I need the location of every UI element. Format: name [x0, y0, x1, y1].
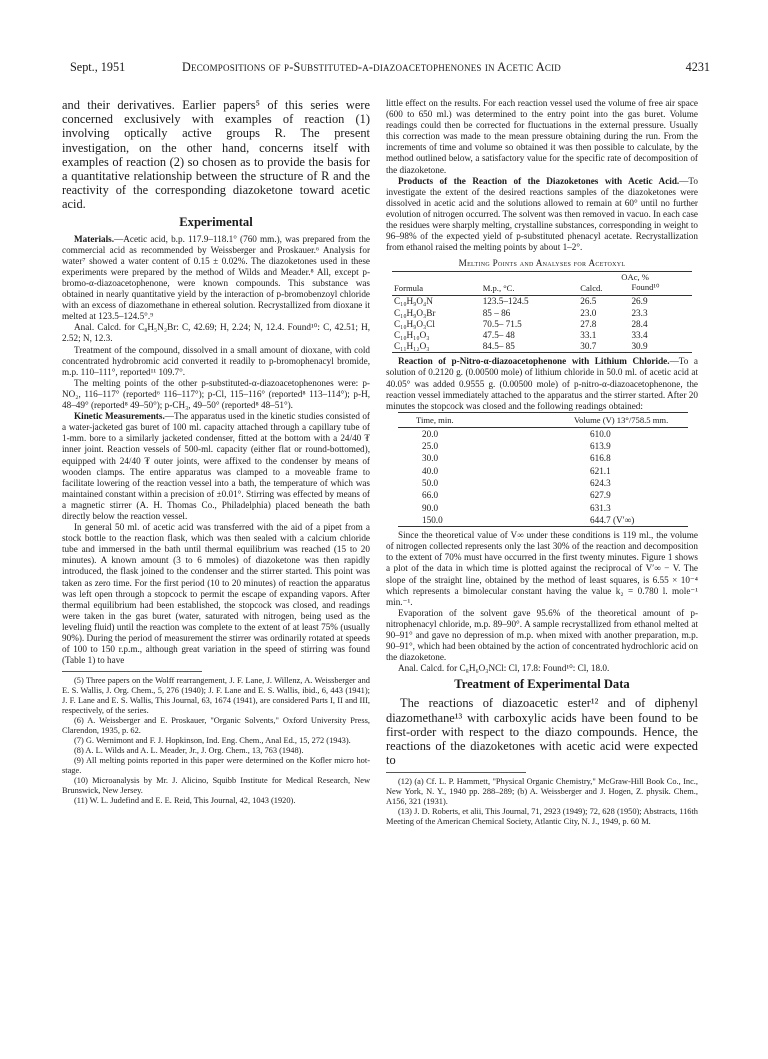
footnote: (8) A. L. Wilds and A. L. Meader, Jr., J. Org. Chem., 13, 763 (1948).	[74, 746, 304, 756]
header-date: Sept., 1951	[70, 60, 126, 74]
formula-cell: C₁₁H₁₂O₃	[394, 341, 430, 352]
materials-head: Materials.	[74, 233, 115, 244]
table-row	[398, 477, 688, 489]
products-text: —To investigate the extent of the desired reactions samples of the diazoketones were dissolved in acetic acid and the solutions allowed to remain at 60° until no further evolution of nitrogen occurred. The solvent was then removed in vacuo. In each case the residues were sharply melting, crystalline substances, corresponding in weight to 96–98% of the expected yield of p-substituted phenacyl acetate. Recrystallization from ethanol raised the melting points by about 1–2°.	[386, 175, 698, 253]
found-cell: 28.4	[631, 318, 648, 329]
col-calcd: Calcd.	[578, 282, 629, 296]
mp-cell: 47.5– 48	[482, 329, 515, 340]
volume-table	[398, 412, 688, 527]
since-paragraph: Since the theoretical value of V∞ under these conditions is 119 ml., the volume of nitrogen collected represents only the last 30% of the reaction and decomposition to the extent of 70% must have occurred in the first twenty minutes. Figure 1 shows a plot of the data in which time is plotted against the reciprocal of V′∞ − V. The slope of the straight line, obtained by the method of least squares, is 6.55 × 10⁻⁴ which represents a bimolecular constant having the value k₂ = 0.780 l. mole⁻¹ min.⁻¹.	[386, 530, 698, 607]
nitro-head: Reaction of p-Nitro-α-diazoacetophenone with Lithium Chloride.	[398, 356, 670, 367]
table-row	[392, 330, 692, 341]
left-column	[62, 98, 370, 806]
experimental-heading: Experimental	[179, 214, 253, 229]
table-row	[398, 514, 688, 527]
page-number: 4231	[685, 60, 710, 74]
treatment-heading: Treatment of Experimental Data	[454, 677, 630, 692]
treatment-paragraph: Treatment of the compound, dissolved in a small amount of dioxane, with cold concentrated hydrobromic acid converted it readily to p-bromophenacyl bromide, m.p. 110–111°, reported¹¹ 109.7°.	[62, 344, 370, 377]
time-cell: 150.0	[422, 514, 443, 525]
col-formula: Formula	[392, 272, 481, 296]
formula-cell: C₁₀H₉O₃Cl	[394, 318, 435, 329]
col-volume: Volume (V) 13°/758.5 mm.	[534, 412, 688, 427]
table-row	[398, 440, 688, 452]
nitro-paragraph	[386, 356, 698, 411]
footnote: (9) All melting points reported in this paper were determined on the Kofler micro hot-stage.	[62, 756, 370, 776]
volume-cell: 613.9	[590, 441, 611, 452]
formula-cell: C₁₀H₉O₄N	[394, 296, 433, 307]
table-row	[398, 465, 688, 477]
calcd-cell: 23.0	[580, 307, 597, 318]
formula-cell: C₁₀H₁₀O₃	[394, 329, 430, 340]
time-cell: 40.0	[422, 465, 439, 476]
nitro-text: —To a solution of 0.2120 g. (0.00500 mole) of lithium chloride in 50.0 ml. of acetic acid at 40.05° was added 0.9555 g. (0.00500 mole) of p-nitro-α-diazoacetophenone, the reaction vessel immediately attached to the apparatus and the stirrer started. After 20 minutes the stopcock was closed and the following readings obtained:	[386, 356, 698, 411]
volume-cell: 621.1	[590, 465, 611, 476]
footnote: (6) A. Weissberger and E. Proskauer, "Organic Solvents," Oxford University Press, Clarendon, 1935, p. 62.	[62, 716, 370, 736]
calcd-cell: 26.5	[580, 296, 597, 307]
header-title: Decompositions of p-Substituted-α-diazoacetophenones in Acetic Acid	[182, 60, 561, 74]
reference-divider	[386, 772, 526, 773]
treatment-paragraph-right: The reactions of diazoacetic ester¹² and of diphenyl diazomethane¹³ with carboxylic acids have been found to be first-order with respect to the diazo compounds. Hence, the reactions of the diazoketones with acetic acid were expected to	[386, 696, 698, 768]
products-head: Products of the Reaction of the Diazoketones with Acetic Acid.	[398, 175, 680, 186]
volume-cell: 627.9	[590, 490, 611, 501]
footnote: (13) J. D. Roberts, et alii, This Journal, 71, 2923 (1949); 72, 628 (1950); Abstracts, 116th Meeting of the American Chemical Society, Atlantic City, N. J., 1949, p. 60 M.	[386, 807, 698, 827]
col-mp: M.p., °C.	[481, 272, 579, 296]
mp-cell: 70.5– 71.5	[482, 318, 522, 329]
mp-cell: 85 – 86	[482, 307, 511, 318]
volume-cell: 631.3	[590, 502, 611, 513]
mp-cell: 84.5– 85	[482, 341, 515, 352]
table-row	[398, 452, 688, 464]
time-cell: 20.0	[422, 428, 439, 439]
time-cell: 30.0	[422, 453, 439, 464]
table-row	[398, 427, 688, 440]
calcd-cell: 33.1	[580, 329, 597, 340]
volume-cell: 624.3	[590, 477, 611, 488]
table-row	[392, 308, 692, 319]
table-row	[392, 341, 692, 353]
found-cell: 23.3	[631, 307, 648, 318]
kinetic-text: —The apparatus used in the kinetic studies consisted of a water-jacketed gas buret of 100 ml. capacity attached through a capillary tube of 1-mm. bore to a similarly jacketed condenser, fitted at the bottom with a 24/40 ₮ inner joint. Reaction vessels of 500-ml. capacity (either flat or round-bottomed), equipped with 24/40 ₮ outer joints, were affixed to the condenser by means of wooden clamps. The entire apparatus was clamped to a moveable frame to facilitate lowering of the reaction vessel into a bath, the temperature of which was maintained constant within a precision of ±0.01°. Stirring was effected by means of a magnetic stirrer (A. H. Thomas Co., Philadelphia) placed beneath the bath directly below the reaction vessel.	[62, 411, 370, 521]
footnote: (11) W. L. Judefind and E. E. Reid, This Journal, 42, 1043 (1920).	[74, 796, 296, 806]
found-cell: 33.4	[631, 329, 648, 340]
footnote-divider	[62, 671, 202, 672]
found-cell: 30.9	[631, 341, 648, 352]
time-cell: 66.0	[422, 490, 439, 501]
melting-paragraph: The melting points of the other p-substituted-α-diazoacetophenones were: p-NO₂, 116–117° (reported⁶ 116–117°); p-Cl, 115–116° (reported⁸ 113–114°); p-H, 48–49° (reported⁸ 49–50°); p-CH₃, 49–50° (reported⁸ 48–51°).	[62, 377, 370, 411]
col-oac: OAc, %	[621, 272, 649, 283]
volume-cell: 616.8	[590, 453, 611, 464]
references	[386, 777, 698, 827]
calcd-cell: 30.7	[580, 341, 597, 352]
col-found: Found¹⁰	[629, 282, 692, 296]
table-row	[392, 296, 692, 308]
footnote: (7) G. Wernimont and F. J. Hopkinson, Ind. Eng. Chem., Anal Ed., 15, 272 (1943).	[74, 736, 351, 746]
general-paragraph: In general 50 ml. of acetic acid was transferred with the aid of a pipet from a stock bottle to the reaction flask, which was then sealed with a calcium chloride tube and immersed in the bath until thermal equilibrium was reached (15 to 20 minutes). A known amount (3 to 6 mmoles) of diazoketone was then rapidly introduced, the flask joined to the condenser and the stirrer started. This point was taken as zero time. For the first period (10 to 20 minutes) of reaction the apparatus was left open through a stopcock to permit the escape of expanding vapors. After thermal equilibrium had been established, the stopcock was closed, and readings were taken in the gas buret (water, saturated with nitrogen, being used as the leveling fluid) until the reaction was complete to the extent of at least 75% (usually 90%). During the period of measurement the stirrer was ordinarily rotated at speeds of 100 to 150 r.p.m., although great variation in the speed of stirring was found (Table 1) to have	[62, 522, 370, 666]
time-cell: 90.0	[422, 502, 439, 513]
materials-paragraph	[62, 234, 370, 323]
continuation-paragraph: little effect on the results. For each reaction vessel used the volume of free air space (600 to 650 ml.) was determined to the entry point into the gas buret. Volume readings could then be corrected for fluctuations in the external pressure. Usually this correction was made to the mean pressure obtaining during the run. From the increments of time and volume so obtained it was then possible to calculate, by the method outlined below, a satisfactory value for the specific rate of decomposition of the diazoketone.	[386, 98, 698, 175]
products-paragraph	[386, 176, 698, 254]
col-time: Time, min.	[398, 412, 534, 427]
evaporation-paragraph: Evaporation of the solvent gave 95.6% of the theoretical amount of p-nitrophenacyl chloride, m.p. 89–90°. A sample recrystallized from ethanol melted at 90–91° and gave no depression of m.p. when mixed with another preparation, m.p. 90–91°, which had been obtained by the action of concentrated hydrochloric acid on the diazoketone.	[386, 607, 698, 663]
table-row	[398, 489, 688, 501]
table1-caption: Melting Points and Analyses for Acetoxyl	[458, 258, 626, 269]
found-cell: 26.9	[631, 296, 648, 307]
footnotes	[62, 676, 370, 806]
right-column	[386, 98, 698, 827]
volume-cell: 610.0	[590, 428, 611, 439]
volume-cell: 644.7 (V′∞)	[590, 514, 635, 525]
footnote: (12) (a) Cf. L. P. Hammett, "Physical Organic Chemistry," McGraw-Hill Book Co., Inc., New York, N. Y., 1940 pp. 288–289; (b) A. Weissberger and J. Hogen, Z. physik. Chem., A156, 321 (1931).	[386, 777, 698, 807]
time-cell: 50.0	[422, 477, 439, 488]
table-row	[392, 319, 692, 330]
mp-cell: 123.5–124.5	[482, 296, 529, 307]
table-row	[398, 502, 688, 514]
intro-paragraph: and their derivatives. Earlier papers⁵ of this series were concerned exclusively with examples of reaction (1) involving optically active groups R. The present investigation, on the other hand, concerns itself with examples of reaction (2) so chosen as to provide the basis for a quantitative relationship between the structure of R and the reactivity of the corresponding diazoketone toward acetic acid.	[62, 98, 370, 212]
acetoxyl-table	[392, 271, 692, 353]
running-header	[70, 60, 710, 80]
materials-text: —Acetic acid, b.p. 117.9–118.1° (760 mm.), was prepared from the commercial acid as recommended by Weissberger and Proskauer.⁶ Analysis for water⁷ showed a water content of 0.15 ± 0.02%. The diazoketones used in these experiments were prepared by the method of Wilds and Meader.⁸ All, except p-bromo-α-diazoacetophenone, were known compounds. This substance was obtained in nearly quantitative yield by the interaction of p-bromobenzoyl chloride with an excess of diazomethane in ethereal solution. Recrystallized from dioxane it melted at 123.5–124.5°.⁹	[62, 233, 370, 322]
kinetic-paragraph	[62, 411, 370, 522]
footnote: (10) Microanalysis by Mr. J. Alicino, Squibb Institute for Medical Research, New Brunswick, New Jersey.	[62, 776, 370, 796]
formula-cell: C₁₀H₉O₃Br	[394, 307, 436, 318]
anal-paragraph-right: Anal. Calcd. for C₈H₆O₃NCl: Cl, 17.8: Found¹⁰: Cl, 18.0.	[398, 663, 610, 674]
time-cell: 25.0	[422, 441, 439, 452]
footnote: (5) Three papers on the Wolff rearrangement, J. F. Lane, J. Willenz, A. Weissberger and E. S. Wallis, J. Org. Chem., 5, 276 (1940); J. F. Lane and E. S. Wallis, ibid., 6, 443 (1941); J. F. Lane and E. S. Wallis, This Journal, 63, 1674 (1941), are considered Parts I, II and III, respectively, of the series.	[62, 676, 370, 716]
anal-paragraph: Anal. Calcd. for C₈H₅N₂Br: C, 42.69; H, 2.24; N, 12.4. Found¹⁰: C, 42.51; H, 2.52; N, 12.3.	[62, 322, 370, 344]
kinetic-head: Kinetic Measurements.	[74, 411, 165, 422]
calcd-cell: 27.8	[580, 318, 597, 329]
